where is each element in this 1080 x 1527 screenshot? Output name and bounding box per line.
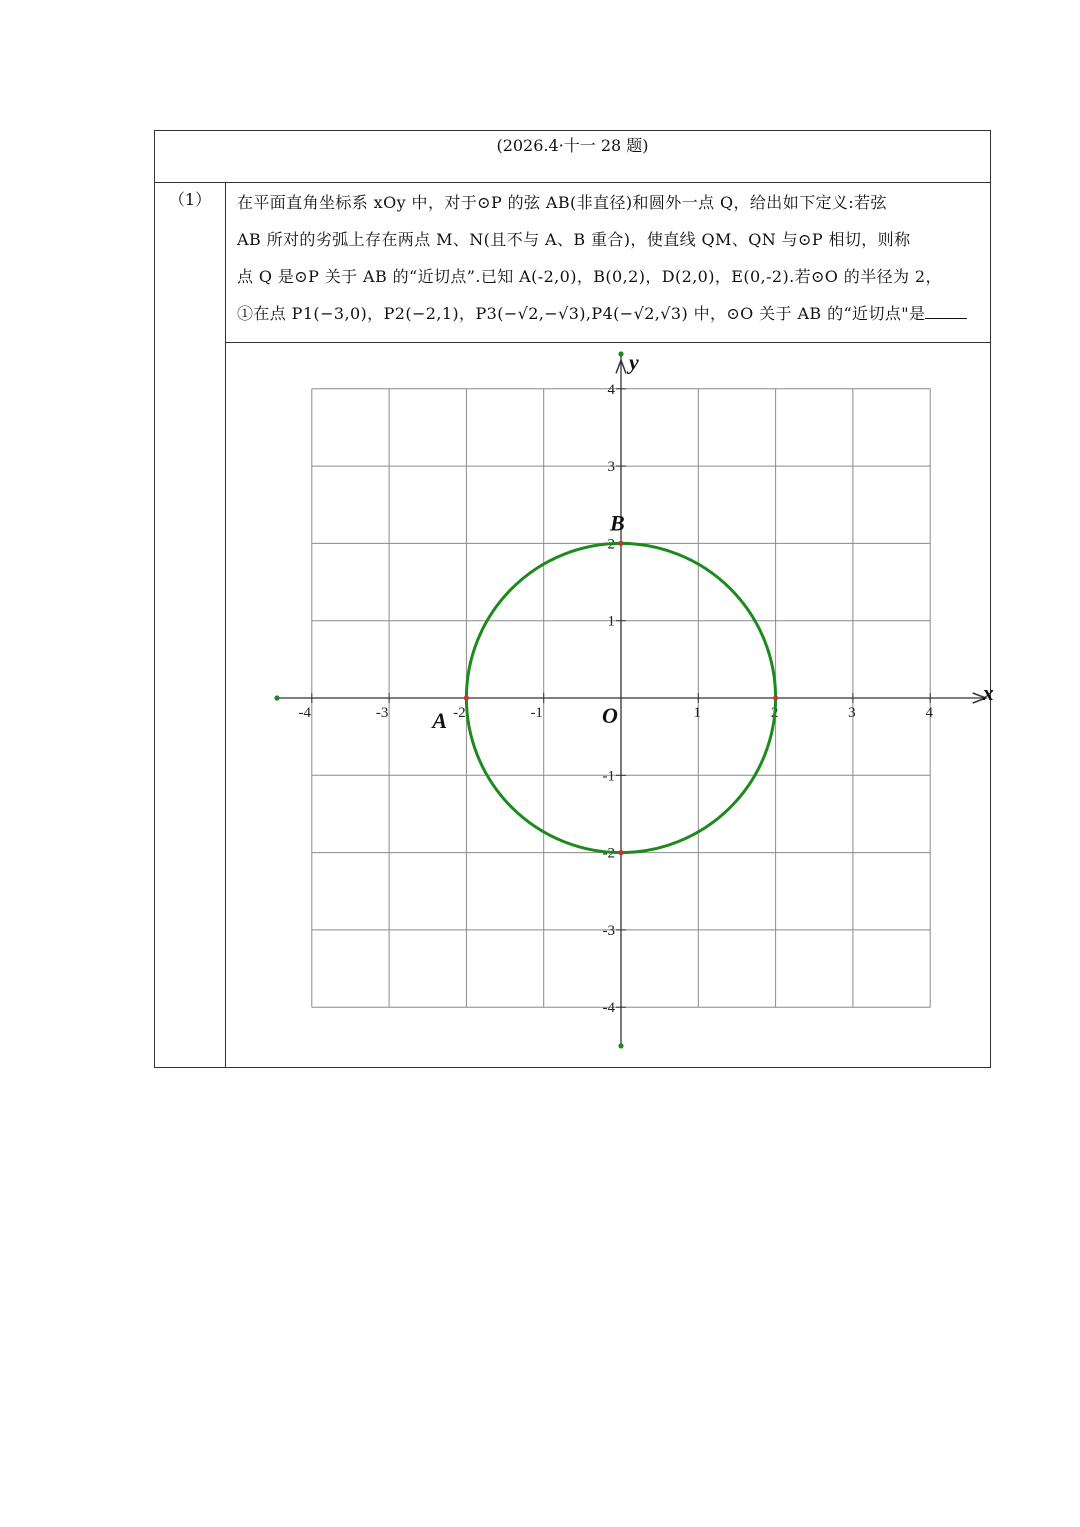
origin-label: O	[602, 703, 618, 728]
x-tick-label: -1	[530, 705, 543, 721]
y-axis-start-dot	[618, 1043, 623, 1048]
question-line-4-text: ①在点 P1(−3,0)，P2(−2,1)，P3(−√2,−√3),P4(−√2,√3) 中，⊙O 关于 AB 的“近切点"是	[237, 304, 926, 323]
problem-header: (2026.4·十一 28 题)	[155, 131, 990, 183]
label-a: A	[432, 708, 448, 733]
question-number: （1）	[155, 183, 226, 1067]
y-tick-label: 3	[607, 459, 615, 476]
x-tick-label: -4	[298, 705, 312, 721]
y-tick-label: -1	[602, 768, 615, 785]
coordinate-plane	[226, 343, 994, 1067]
question-line-1: 在平面直角坐标系 xOy 中，对于⊙P 的弦 AB(非直径)和圆外一点 Q，给出如下定义:若弦	[237, 193, 887, 212]
point-d	[773, 695, 778, 700]
label-b: B	[610, 510, 625, 536]
x-tick-label: -2	[453, 705, 466, 721]
question-line-3: 点 Q 是⊙P 关于 AB 的“近切点”.已知 A(-2,0)，B(0,2)，D(2,0)，E(0,-2).若⊙O 的半径为 2，	[237, 267, 942, 286]
point-b	[618, 541, 623, 546]
y-tick-label: -4	[602, 1000, 615, 1017]
x-tick-label: 1	[693, 705, 702, 721]
point-e	[618, 850, 623, 855]
problem-table	[154, 130, 994, 1068]
x-tick-label: 4	[925, 705, 933, 721]
point-a	[464, 695, 469, 700]
y-tick-label: 4	[607, 381, 615, 398]
x-tick-label: 2	[770, 705, 779, 721]
y-tick-label: -2	[602, 845, 615, 862]
question-text	[226, 183, 990, 343]
y-tick-label: -3	[602, 922, 615, 939]
x-tick-label: 3	[848, 705, 856, 721]
x-tick-label: -3	[375, 705, 389, 721]
question-line-4	[237, 295, 982, 332]
y-axis-label: y	[629, 349, 639, 375]
x-axis-label: x	[982, 680, 994, 705]
y-tick-label: 1	[607, 613, 615, 630]
y-tick-label: 2	[607, 536, 615, 553]
answer-blank[interactable]	[925, 304, 967, 319]
x-axis-start-dot	[274, 695, 279, 700]
question-line-2: AB 所对的劣弧上存在两点 M、N(且不与 A、B 重合)，使直线 QM、QN 与⊙P 相切，则称	[237, 230, 911, 249]
y-axis-end-dot	[618, 351, 623, 356]
coordinate-figure	[226, 343, 994, 1067]
